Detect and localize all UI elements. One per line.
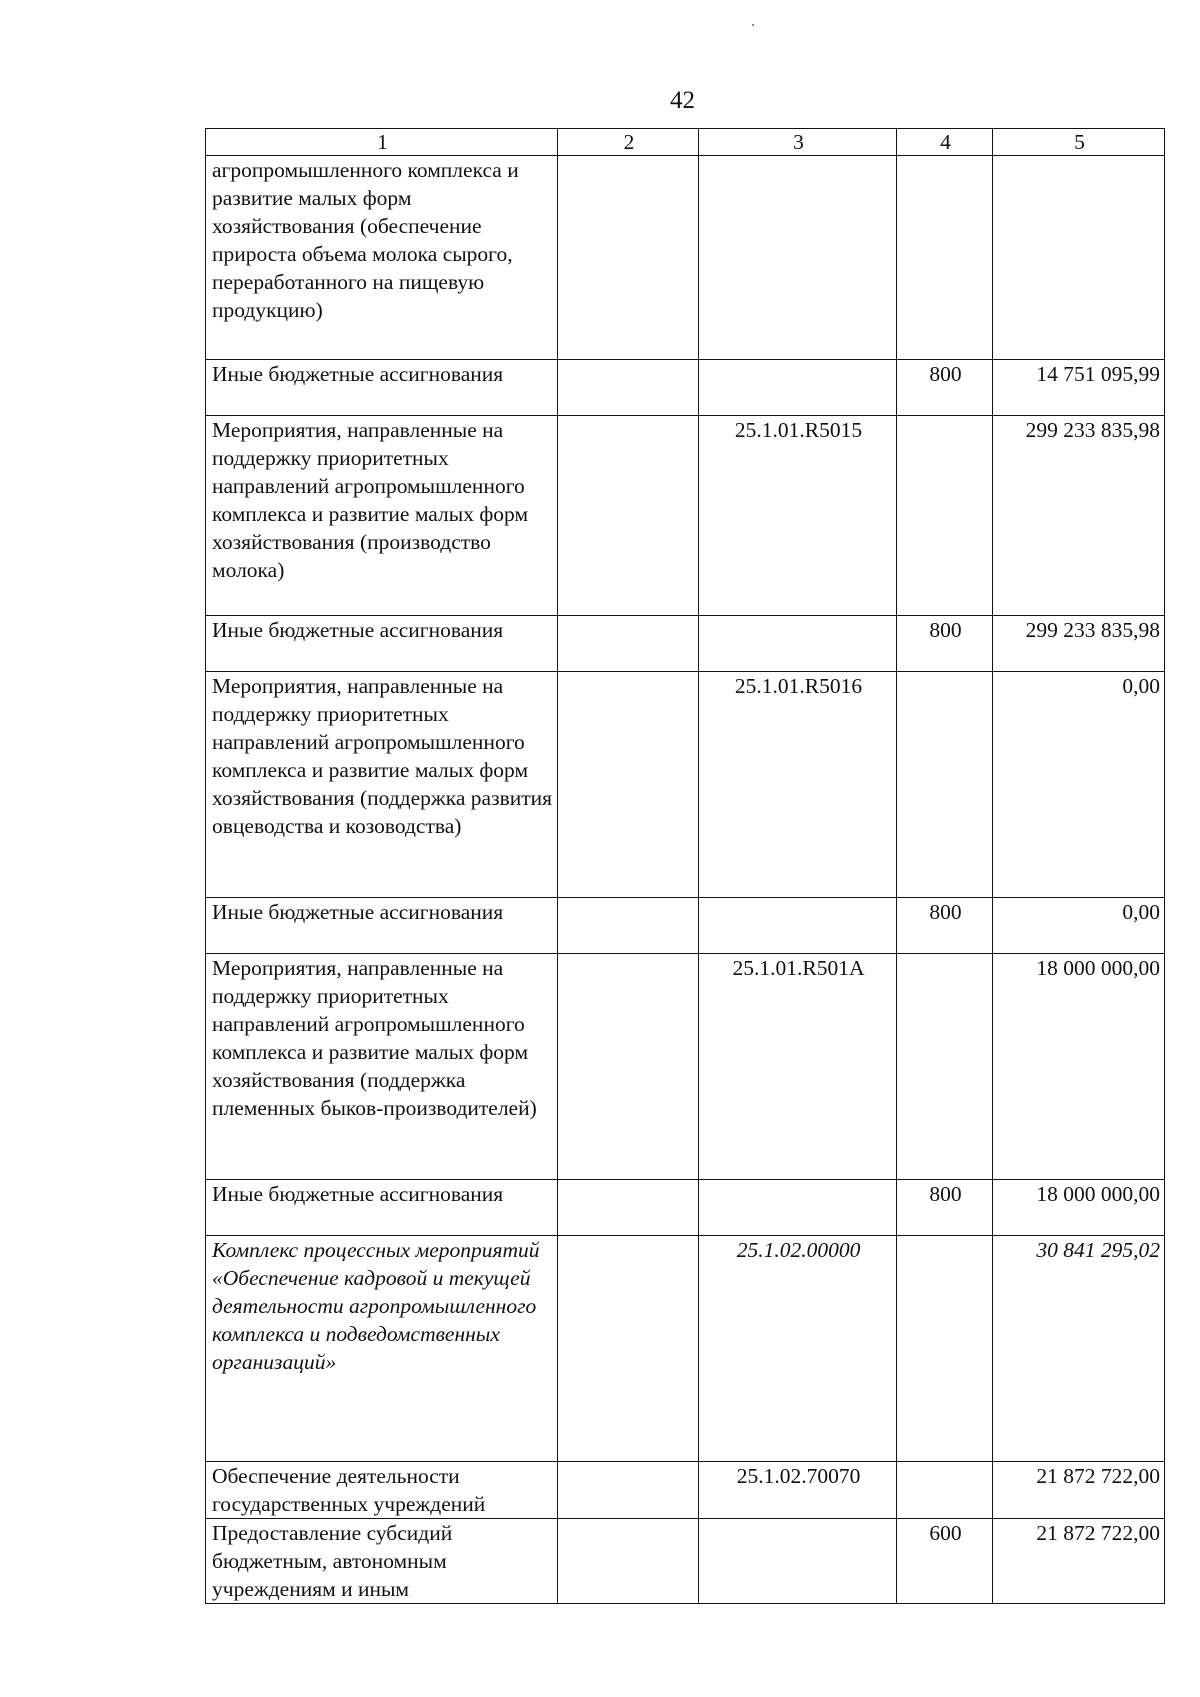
- row-type: 800: [897, 898, 993, 954]
- row-type: [897, 954, 993, 1180]
- row-amount: [993, 156, 1165, 360]
- row-name: Иные бюджетные ассигнования: [206, 360, 558, 416]
- column-header-4: 4: [897, 129, 993, 156]
- row-type: 800: [897, 1180, 993, 1236]
- row-name: агропромышленного комплекса и развитие малых форм хозяйствования (обеспечение прироста объема молока сырого, переработанного на пищевую продукцию): [206, 156, 558, 360]
- table-row: [206, 416, 1165, 616]
- row-name: Иные бюджетные ассигнования: [206, 616, 558, 672]
- page-number: 42: [670, 87, 695, 114]
- row-type: 800: [897, 616, 993, 672]
- row-amount: 18 000 000,00: [993, 1180, 1165, 1236]
- row-col2: [558, 1519, 699, 1604]
- row-amount: 299 233 835,98: [993, 416, 1165, 616]
- row-name: Мероприятия, направленные на поддержку приоритетных направлений агропромышленного комплекса и развитие малых форм хозяйствования (производство молока): [206, 416, 558, 616]
- row-code: 25.1.02.70070: [699, 1462, 897, 1519]
- row-amount: 21 872 722,00: [993, 1519, 1165, 1604]
- column-header-5: 5: [993, 129, 1165, 156]
- table-row: [206, 954, 1165, 1180]
- budget-table: [205, 128, 1165, 1604]
- table-row: [206, 156, 1165, 360]
- row-name: Обеспечение деятельности государственных учреждений: [206, 1462, 558, 1519]
- table-header-row: [206, 129, 1165, 156]
- row-amount: 18 000 000,00: [993, 954, 1165, 1180]
- row-col2: [558, 156, 699, 360]
- row-name: Иные бюджетные ассигнования: [206, 898, 558, 954]
- row-code: [699, 898, 897, 954]
- table-row: [206, 1519, 1165, 1604]
- row-code: [699, 616, 897, 672]
- row-name: Мероприятия, направленные на поддержку приоритетных направлений агропромышленного комплекса и развитие малых форм хозяйствования (поддержка племенных быков-производителей): [206, 954, 558, 1180]
- row-col2: [558, 954, 699, 1180]
- row-name: Предоставление субсидий бюджетным, автономным учреждениям и иным: [206, 1519, 558, 1604]
- row-type: [897, 1462, 993, 1519]
- row-code: 25.1.01.R5015: [699, 416, 897, 616]
- table-row: [206, 360, 1165, 416]
- row-col2: [558, 616, 699, 672]
- row-col2: [558, 360, 699, 416]
- row-amount: 0,00: [993, 672, 1165, 898]
- row-code: 25.1.01.R501A: [699, 954, 897, 1180]
- column-header-3: 3: [699, 129, 897, 156]
- table-row: [206, 898, 1165, 954]
- table-row: [206, 1180, 1165, 1236]
- column-header-2: 2: [558, 129, 699, 156]
- row-amount: 0,00: [993, 898, 1165, 954]
- row-type: 600: [897, 1519, 993, 1604]
- row-type: 800: [897, 360, 993, 416]
- row-amount: 21 872 722,00: [993, 1462, 1165, 1519]
- row-name: Мероприятия, направленные на поддержку приоритетных направлений агропромышленного комплекса и развитие малых форм хозяйствования (поддержка развития овцеводства и козоводства): [206, 672, 558, 898]
- column-header-1: 1: [206, 129, 558, 156]
- row-amount: 14 751 095,99: [993, 360, 1165, 416]
- row-col2: [558, 416, 699, 616]
- row-name: Иные бюджетные ассигнования: [206, 1180, 558, 1236]
- row-col2: [558, 1236, 699, 1462]
- row-code: [699, 360, 897, 416]
- row-code: 25.1.01.R5016: [699, 672, 897, 898]
- table-row: [206, 672, 1165, 898]
- row-code: [699, 1519, 897, 1604]
- row-amount: 30 841 295,02: [993, 1236, 1165, 1462]
- row-code: [699, 156, 897, 360]
- scan-speck: [752, 24, 754, 26]
- row-col2: [558, 898, 699, 954]
- table-row: [206, 1462, 1165, 1519]
- row-code: 25.1.02.00000: [699, 1236, 897, 1462]
- row-col2: [558, 1462, 699, 1519]
- row-code: [699, 1180, 897, 1236]
- table-row: [206, 616, 1165, 672]
- row-type: [897, 156, 993, 360]
- row-type: [897, 1236, 993, 1462]
- table-row: [206, 1236, 1165, 1462]
- row-col2: [558, 672, 699, 898]
- row-amount: 299 233 835,98: [993, 616, 1165, 672]
- row-type: [897, 672, 993, 898]
- row-col2: [558, 1180, 699, 1236]
- row-name: Комплекс процессных мероприятий «Обеспечение кадровой и текущей деятельности агропромышленного комплекса и подведомственных организаций»: [206, 1236, 558, 1462]
- row-type: [897, 416, 993, 616]
